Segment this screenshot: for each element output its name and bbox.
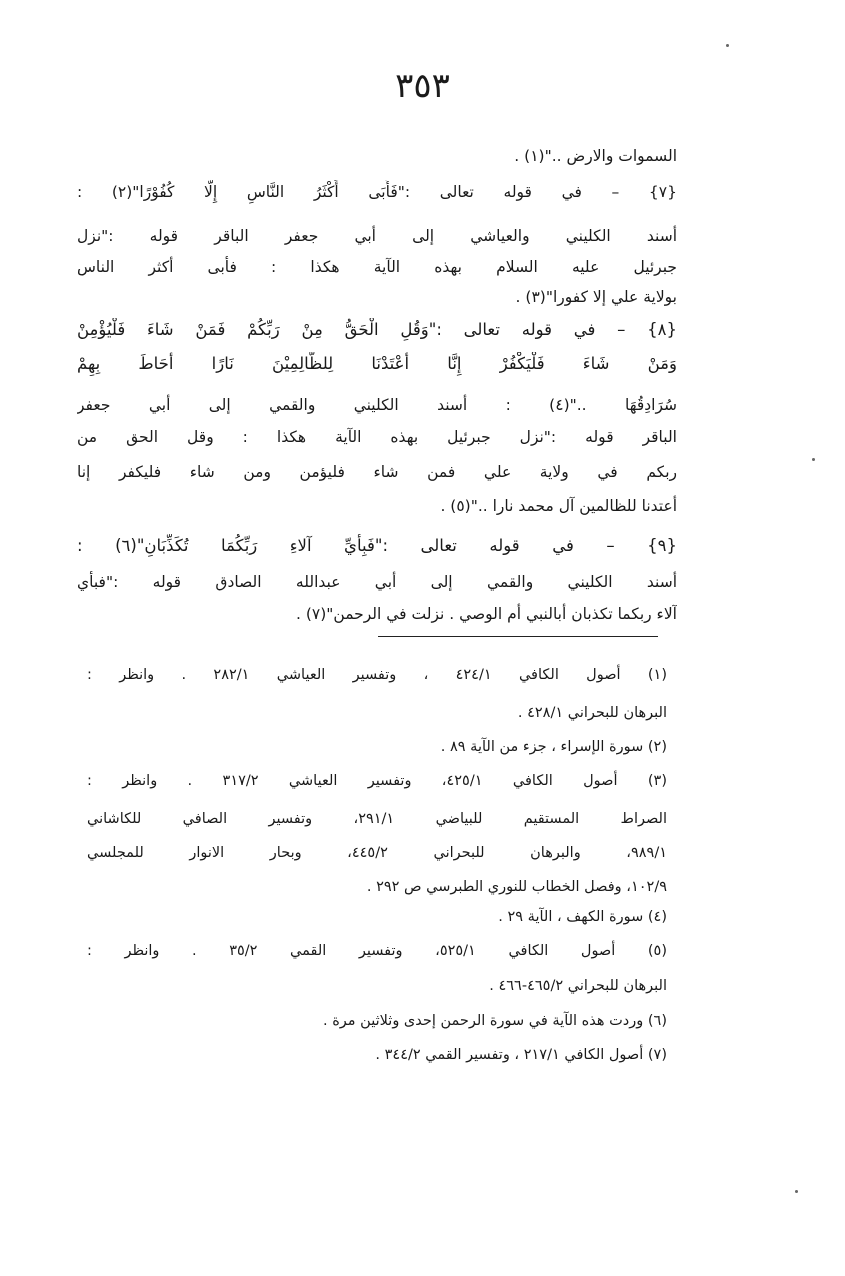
page-number: ٣٥٣ [395,66,450,106]
footnote-line: (١) أصول الكافي ٤٢٤/١ ، وتفسير العياشي ٢٨٢/١ . وانظر : [87,667,667,683]
footnote-line: (٥) أصول الكافي ٥٢٥/١، وتفسير القمي ٣٥/٢ . وانظر : [87,943,667,959]
footnote-line: (٦) وردت هذه الآية في سورة الرحمن إحدى وثلاثين مرة . [322,1013,667,1029]
footnote-line: الصراط المستقيم للبياضي ٢٩١/١، وتفسير الصافي للكاشاني [87,811,667,827]
scan-speck [795,1190,798,1193]
body-line: وَمَنْ شَاءَ فَلْيَكْفُرْ إِنَّا أَعْتَدْنَا لِلظَّالِمِيْنَ نَارًا أَحَاطَ بِهِمْ [77,354,677,373]
body-line: الباقر قوله :"نزل جبرئيل بهذه الآية هكذا : وقل الحق من [77,428,677,446]
body-line: أسند الكليني والقمي إلى أبي عبدالله الصادق قوله :"فبأي [77,573,677,591]
body-line: أسند الكليني والعياشي إلى أبي جعفر الباقر قوله :"نزل [77,227,677,245]
footnote-divider [378,636,658,637]
body-line: جبرئيل عليه السلام بهذه الآية هكذا : فأبى أكثر الناس [77,258,677,276]
footnote-line: (٣) أصول الكافي ٤٢٥/١، وتفسير العياشي ٣١٧/٢ . وانظر : [87,773,667,789]
footnote-line: ٩٨٩/١، والبرهان للبحراني ٤٤٥/٢، وبحار الانوار للمجلسي [87,845,667,861]
footnote-line: البرهان للبحراني ٤٢٨/١ . [517,705,667,721]
body-line: {٧} – في قوله تعالى :"فَأَبَى أَكْثَرُ النَّاسِ إِلَّا كُفُوْرًا"(٢) : [77,183,677,201]
body-line: ربكم في ولاية علي فمن شاء فليؤمن ومن شاء فليكفر إنا [77,463,677,481]
body-line: أعتدنا للظالمين آل محمد نارا .."(٥) . [440,497,677,515]
body-line: سُرَادِقُهَا .."(٤) : أسند الكليني والقمي إلى أبي جعفر [77,396,677,414]
footnote-line: (٤) سورة الكهف ، الآية ٢٩ . [498,909,667,925]
footnote-line: البرهان للبحراني ٤٦٥/٢-٤٦٦ . [489,978,667,994]
footnote-line: ١٠٢/٩، وفصل الخطاب للنوري الطبرسي ص ٢٩٢ . [366,879,667,895]
body-line: السموات والارض .."(١) . [514,147,677,165]
footnote-line: (٢) سورة الإسراء ، جزء من الآية ٨٩ . [440,739,667,755]
body-line: بولاية علي إلا كفورا"(٣) . [515,288,677,306]
body-line: {٩} – في قوله تعالى :"فَبِأَيِّ آلاءِ رَبِّكُمَا تُكَذِّبَانِ"(٦) : [77,536,677,555]
scan-speck [812,458,815,461]
body-line: {٨} – في قوله تعالى :"وَقُلِ الْحَقُّ مِنْ رَبِّكُمْ فَمَنْ شَاءَ فَلْيُؤْمِنْ [77,320,677,339]
body-line: آلاء ربكما تكذبان أبالنبي أم الوصي . نزلت في الرحمن"(٧) . [295,605,677,623]
footnote-line: (٧) أصول الكافي ٢١٧/١ ، وتفسير القمي ٣٤٤/٢ . [375,1047,667,1063]
scan-speck [726,44,729,47]
